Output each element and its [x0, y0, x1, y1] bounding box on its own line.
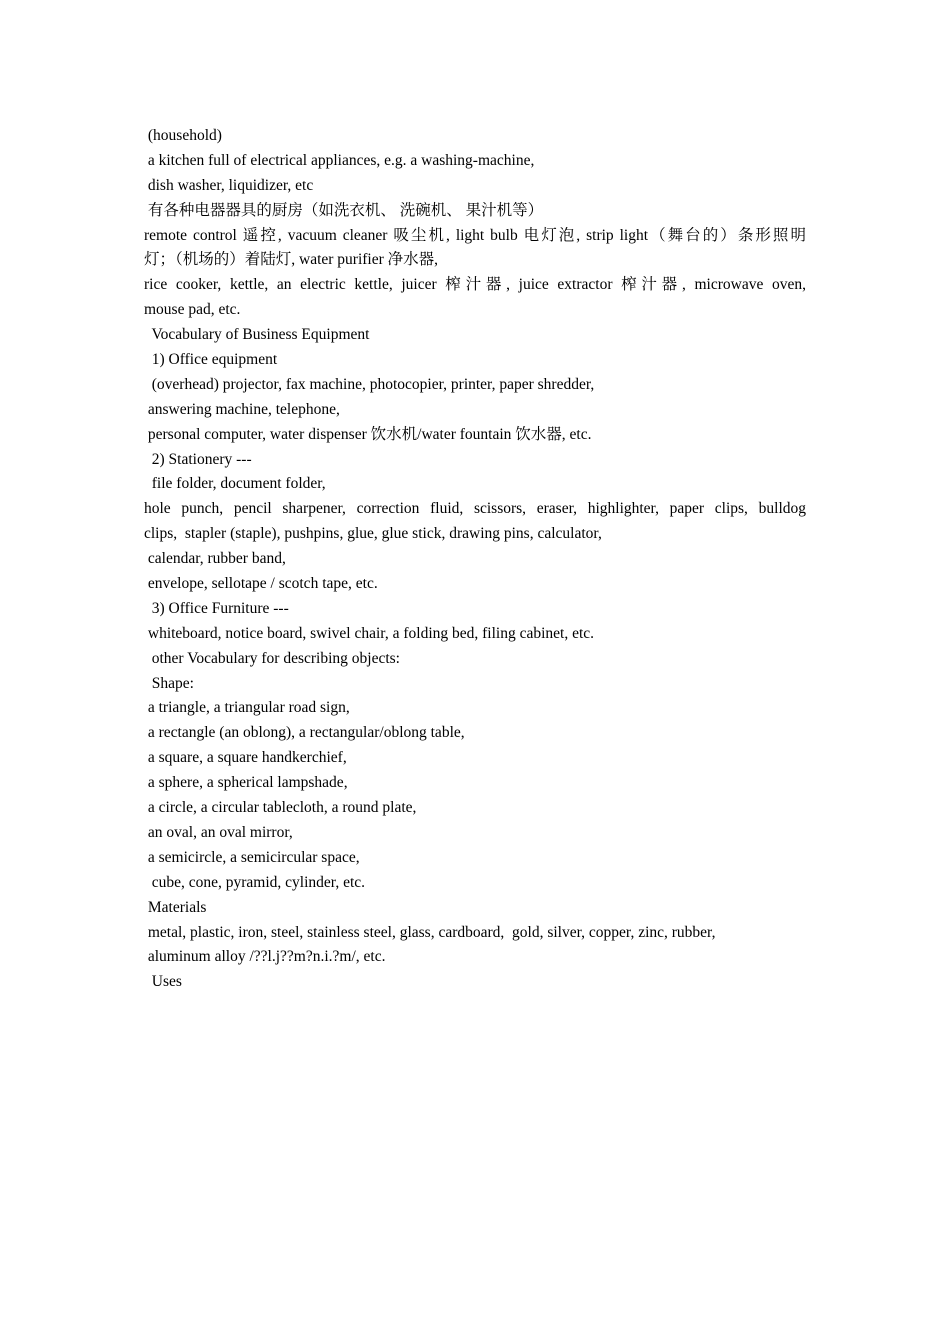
- text-line: clips, stapler (staple), pushpins, glue, glue stick, drawing pins, calculator,: [144, 525, 602, 543]
- subsection-heading: Shape:: [144, 674, 194, 692]
- text-line: 有各种电器器具的厨房（如洗衣机、 洗碗机、 果汁机等）: [144, 201, 544, 219]
- text-line: a sphere, a spherical lampshade,: [144, 774, 348, 792]
- text-line: envelope, sellotape / scotch tape, etc.: [144, 575, 378, 593]
- subsection-heading: 3) Office Furniture ---: [144, 599, 289, 617]
- subsection-heading: Uses: [144, 973, 182, 991]
- text-line: mouse pad, etc.: [144, 301, 241, 319]
- text-line: a circle, a circular tablecloth, a round plate,: [144, 799, 417, 817]
- text-line: (overhead) projector, fax machine, photocopier, printer, paper shredder,: [144, 375, 595, 393]
- text-line: answering machine, telephone,: [144, 400, 340, 418]
- text-line: personal computer, water dispenser 饮水机/water fountain 饮水器, etc.: [144, 425, 592, 443]
- text-line: cube, cone, pyramid, cylinder, etc.: [144, 873, 366, 891]
- text-line: file folder, document folder,: [144, 475, 326, 493]
- section-heading: Vocabulary of Business Equipment: [144, 326, 370, 344]
- text-line: a rectangle (an oblong), a rectangular/oblong table,: [144, 724, 465, 742]
- text-line: whiteboard, notice board, swivel chair, a folding bed, filing cabinet, etc.: [144, 624, 595, 642]
- subsection-heading: 2) Stationery ---: [144, 450, 252, 468]
- text-line: a square, a square handkerchief,: [144, 749, 347, 767]
- text-line: a triangle, a triangular road sign,: [144, 699, 350, 717]
- text-line: an oval, an oval mirror,: [144, 823, 293, 841]
- text-line: calendar, rubber band,: [144, 550, 286, 568]
- text-line: remote control 遥控, vacuum cleaner 吸尘机, light bulb 电灯泡, strip light（舞台的）条形照明: [144, 226, 806, 244]
- text-line: metal, plastic, iron, steel, stainless steel, glass, cardboard, gold, silver, copper, zinc, rubber,: [144, 923, 716, 941]
- document-page: [144, 124, 806, 995]
- subsection-heading: 1) Office equipment: [144, 351, 278, 369]
- section-heading: other Vocabulary for describing objects:: [144, 649, 400, 667]
- text-line: a kitchen full of electrical appliances, e.g. a washing-machine,: [144, 151, 535, 169]
- subsection-heading: Materials: [144, 898, 207, 916]
- text-line: aluminum alloy /??l.j??m?n.i.?m/, etc.: [144, 948, 386, 966]
- text-line: rice cooker, kettle, an electric kettle, juicer 榨汁器, juice extractor 榨汁器, microwave oven,: [144, 276, 806, 294]
- text-line: a semicircle, a semicircular space,: [144, 848, 360, 866]
- text-line: 灯；（机场的）着陆灯, water purifier 净水器,: [144, 251, 439, 269]
- text-line: dish washer, liquidizer, etc: [144, 176, 314, 194]
- text-line: (household): [144, 127, 222, 144]
- text-line: hole punch, pencil sharpener, correction fluid, scissors, eraser, highlighter, paper clips, bulldog: [144, 500, 806, 518]
